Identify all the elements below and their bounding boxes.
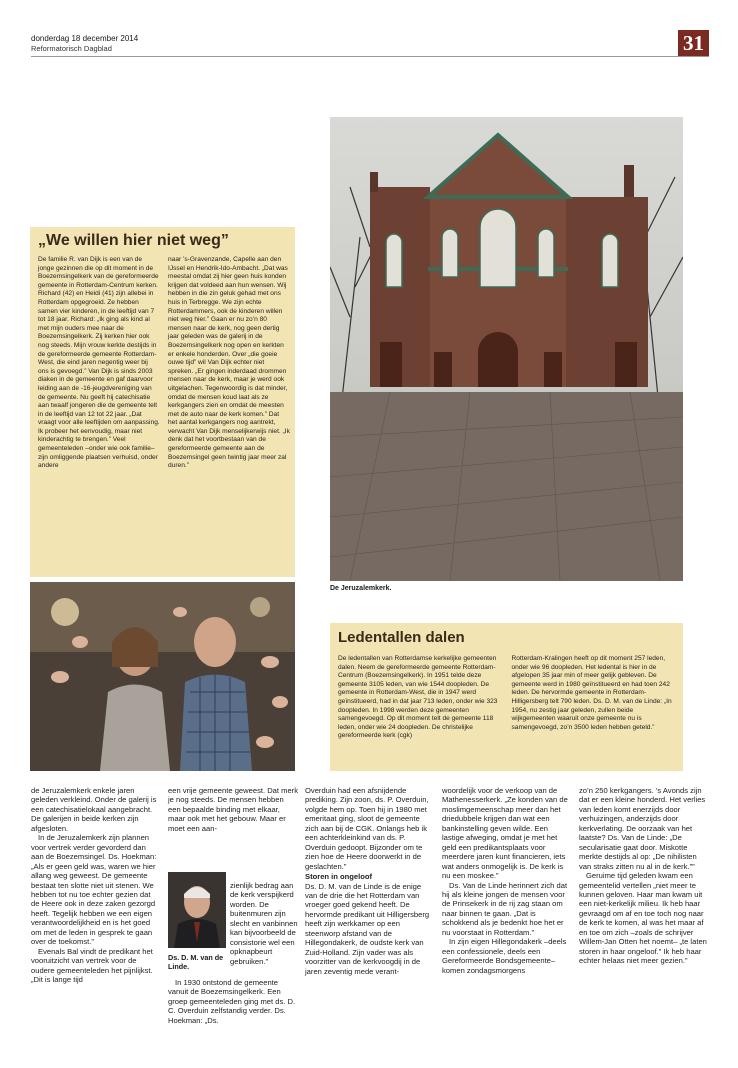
family-photo (30, 582, 295, 771)
article-paragraph: Ds. D. M. van de Linde is de enige van de drie die het Rotterdam van vroeger goed gekend heeft. De hervormde predikant uit Hilligersberg heeft zijn werkkamer op een steenworp afstand van de Hillegondakerk, de oudste kerk van Zuid-Holland. Zijn vader was als voorzitter van de kerkvoogdij in de jaren zeventig mede verant- (305, 881, 430, 976)
article-paragraph: Evenals Bal vindt de predikant het vooruitzicht van vertrek voor de oudere gemeenteleden het pijnlijkst. „Dit is lange tijd (31, 946, 153, 985)
infobox-title: Ledentallen dalen (338, 629, 465, 646)
infobox-column-2: Rotterdam-Kralingen heeft op dit moment 257 leden, onder wie 96 doopleden. Het ledental is hier in de afgelopen 35 jaar min of meer gelijk gebleven. De gemeente werd in 1980 geïnstitueerd en had toen 242 leden. De hervormde gemeente in Rotterdam-Hilligersberg telt 790 leden. Ds. D. M. van de Linde: „In 1954, nu zestig jaar geleden, zullen beide wijkgemeenten waaruit onze gemeente nu is samengevoegd, zo’n 3500 leden hebben geteld.” (511, 655, 672, 731)
article-paragraph: zo’n 250 kerkgangers. ’s Avonds zijn dat er een kleine honderd. Het verlies van leden komt enerzijds door verhuizingen, anderzijds door kerkverlating. De oorzaak van het laatste? Ds. Van de Linde: „De secularisatie gaat door. Miskotte merkte destijds al op: „De nihilisten van straks zitten nu al in de kerk.”” (579, 786, 706, 871)
church-photo-caption: De Jeruzalemkerk. (330, 585, 392, 592)
church-photo (330, 117, 683, 581)
sidebar-title: „We willen hier niet weg” (38, 232, 229, 249)
issue-date: donderdag 18 december 2014 (31, 34, 139, 43)
article-paragraph: een vrije gemeente geweest. Dat merk je nog steeds. De mensen hebben een bepaalde binding met elkaar, maar ook met het gebouw. Maar er moet een aan- (168, 786, 299, 833)
sidebar-column-2: naar ’s-Gravenzande, Capelle aan den IJssel en Hendrik-Ido-Ambacht. „Dat was meestal omdat zij hier geen huis konden krijgen dat voldeed aan hun wensen. Wij hebben in die zin geluk gehad met ons huis in Terbregge. We zijn echte Rotterdammers, ook de kinderen willen niet weg hier.” Gaan er nu zo’n 80 mensen naar de kerk, nog geen dertig jaar geleden was de galerij in de Boezemsingelkerk nog open en kerkten er enkele honderden. Over „die goeie ouwe tijd” wil Van Dijk echter niet spreken. „Er gingen inderdaad drommen mensen naar de kerk, maar je werd ook uitgelachen. Tegenwoordig is dat minder, omdat de mensen koud laat als ze kerkgangers zien en omdat de meesten met de auto naar de kerk komen.” Dat het aantal kerkgangers nog aantrekt, verwacht Van Dijk menselijkerwijs niet. „Ik denk dat het voortbestaan van de gereformeerde gemeente aan de Boezemsingel geen twintig jaar meer zal duren.” (168, 256, 290, 470)
article-paragraph: Ds. Van de Linde herinnert zich dat hij als kleine jongen de mensen voor de Prinsekerk in de rij zag staan om naar binnen te gaan. „Dat is schokkend als je bedenkt hoe het er nu voorstaat in Rotterdam.” (442, 880, 568, 937)
membership-infobox (330, 623, 683, 771)
sidebar-box (30, 227, 295, 577)
sidebar-column-1: De familie R. van Dijk is een van de jonge gezinnen die op dit moment in de Boezemsingelkerk van de gereformeerde gemeente in Rotterdam-Centrum kerken. Richard (42) en Heidi (41) zijn allebei in Rotterdam opgegroeid. Ze hebben samen vier kinderen, in de leeftijd van 7 tot 18 jaar. Richard: „Ik ging als kind al met mijn ouders mee naar de Boezemsingelkerk. Zij kerken hier ook nog steeds. Mijn vrouw kerkte destijds in de gereformeerde gemeente Rotterdam-West, die eind jaren negentig weer bij ons is gevoegd.” Van Dijk is sinds 2003 diaken in de gemeente en gaf daarvoor leiding aan de -16-jeugdvereniging van de gemeente. Nu geeft hij catechisatie aan twaalf jongeren die de gemeente telt in de leeftijd van 12 tot 22 jaar. „Dat vraagt voor alle leeftijden om aanpassing. Ik probeer het eenvoudig, maar niet kinderachtig te brengen.” Veel gemeenteleden –onder wie ook familie– zijn omliggende plaatsen verhuisd, onder andere (38, 256, 160, 470)
article-paragraph: woordelijk voor de verkoop van de Mathenesserkerk. „Ze konden van de moslimgemeenschap meer dan het driedubbele krijgen dan wat een bankinstelling geven wilde. Een lastige afweging, omdat je met het geld een predikantsplaats voor meerdere jaren kunt financieren, iets wat anders onmogelijk is. De kerk is nu een moskee.” (442, 786, 568, 881)
article-paragraph: In 1930 ontstond de gemeente vanuit de Boezemsingelkerk. Een groep gemeenteleden ging met ds. D. C. Overduin zelfstandig verder. Ds. Hoekman: „Ds. (168, 978, 296, 1025)
page-number: 31 (678, 30, 709, 56)
article-paragraph: Geruime tijd geleden kwam een gemeentelid vertellen „niet meer te kunnen geloven. Haar man kwam uit een niet-kerkelijk milieu. Ik heb haar gevraagd om af en toe toch nog naar de kerk te komen, al was het maar af en toe om zich –zoals de schrijver Willem-Jan Otten het noemt– „te laten storen in haar ongeloof.” Ik heb haar echter helaas niet meer gezien.” (579, 871, 707, 966)
article-paragraph: Overduin had een afsnijdende prediking. Zijn zoon, ds. P. Overduin, volgde hem op. Toen hij in 1980 met emeritaat ging, sloot de gemeente zich aan bij de CGK. Onlangs heb ik een achterkleinkind van ds. P. Overduin gedoopt. Bijzonder om te zien hoe de Heere doorwerkt in de geslachten.” (305, 786, 429, 871)
article-paragraph: In zijn eigen Hillegondakerk –deels een confessionele, deels een Gereformeerde Bondsgemeente– komen zondagsmorgens (442, 937, 567, 975)
header-divider (31, 56, 709, 57)
main-article (31, 786, 709, 1061)
article-paragraph: zienlijk bedrag aan de kerk verspijkerd worden. De buitenmuren zijn slecht en vanbinnen kan bijvoorbeeld de consistorie wel een opknapbeurt gebruiken.” (230, 881, 298, 966)
newspaper-name: Reformatorisch Dagblad (31, 44, 112, 53)
article-paragraph: In de Jeruzalemkerk zijn plannen voor vertrek verder gevorderd dan aan de Boezemsingel. Ds. Hoekman: „Als er geen geld was, waren we hier allang weg geweest. De gemeente bestaat ten slotte niet uit stenen. We hebben tot nu toe echter gezien dat de Heere ook in deze zaken gezorgd heeft. Tegelijk hebben we een eigen verantwoordelijkheid en is het goed om met de leden in gesprek te gaan over de toekomst.” (31, 833, 157, 947)
portrait-caption: Ds. D. M. van de Linde. (168, 953, 224, 971)
infobox-column-1: De ledentallen van Rotterdamse kerkelijke gemeenten dalen. Neem de gereformeerde gemeente Rotterdam-Centrum (Boezemsingelkerk). In 1951 telde deze gemeente 3105 leden, van wie 1544 doopleden. De gemeente in Rotterdam-West, die in 1947 werd geïnstitueerd, had in dat jaar 713 leden, onder wie 323 doopleden. In 1998 werden deze gemeenten samengevoegd. Op dit moment telt de gemeente 118 leden, onder wie 24 doopleden. De christelijke gereformeerde kerk (cgk) (338, 655, 498, 740)
article-subheading: Storen in ongeloof (305, 872, 373, 882)
article-paragraph: de Jeruzalemkerk enkele jaren geleden verkleind. Onder de galerij is een catechisatielokaal aangebracht. De galerijen in beide kerken zijn afgesloten. (31, 786, 157, 833)
portrait-photo (168, 872, 226, 948)
